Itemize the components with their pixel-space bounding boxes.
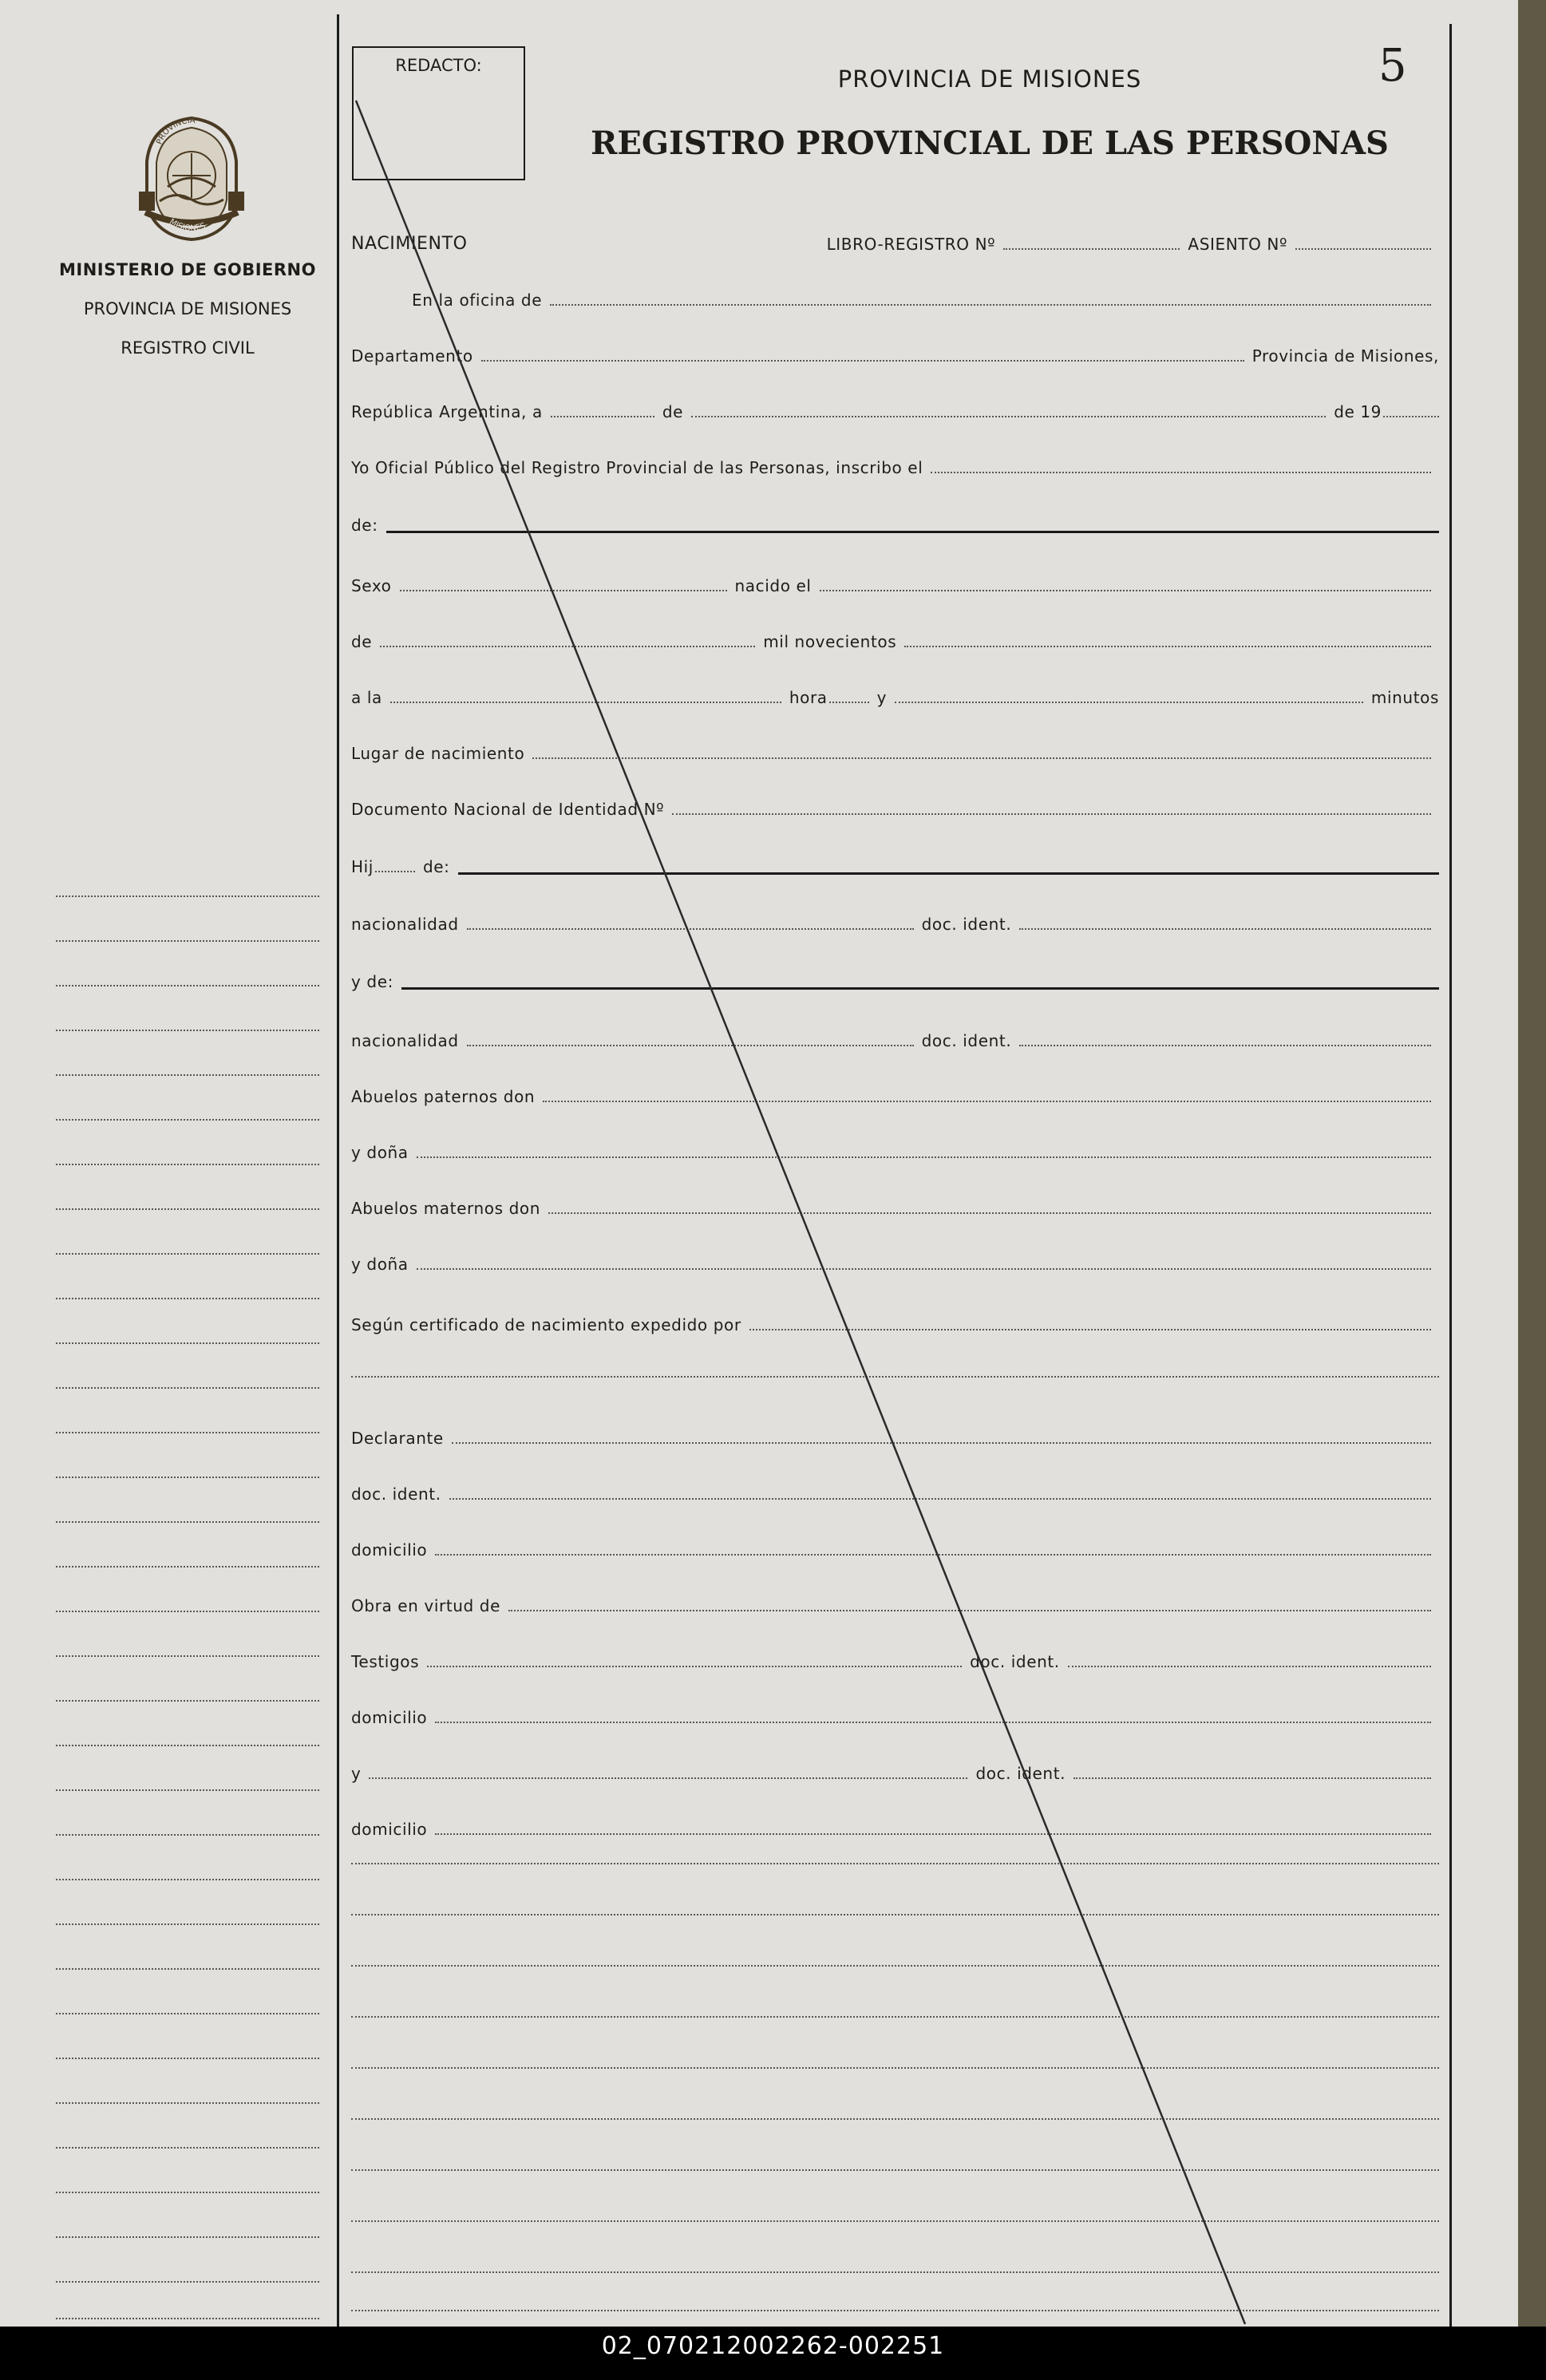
de-mes-label: de	[351, 632, 373, 651]
header-provincia: PROVINCIA DE MISIONES	[837, 65, 1142, 93]
registry-label: REGISTRO CIVIL	[121, 338, 255, 358]
libro-registro-label: LIBRO-REGISTRO Nº	[826, 235, 996, 254]
nacionalidad-label: nacionalidad	[351, 915, 459, 934]
nacimiento-label: NACIMIENTO	[351, 234, 468, 254]
oficina-label: En la oficina de	[412, 291, 543, 310]
certificado-label: Según certificado de nacimiento expedido por	[351, 1315, 741, 1334]
de-nombre-label: de:	[351, 516, 378, 535]
ministry-label: MINISTERIO DE GOBIERNO	[59, 260, 316, 279]
hij-de-label: de:	[422, 857, 450, 876]
obra-label: Obra en virtud de	[351, 1596, 500, 1615]
testigos-label: Testigos	[351, 1652, 420, 1671]
domicilio-label: domicilio	[351, 1708, 428, 1727]
page-number: 5	[1378, 40, 1407, 92]
domicilio-label: domicilio	[351, 1820, 428, 1839]
y-de-label: y de:	[351, 972, 393, 991]
de-19-label: de 19	[1334, 402, 1382, 421]
sexo-label: Sexo	[351, 576, 392, 595]
documento-label: Documento Nacional de Identidad Nº	[351, 800, 665, 819]
asiento-label: ASIENTO Nº	[1188, 235, 1287, 254]
doc-ident-label: doc. ident.	[970, 1652, 1060, 1671]
declarante-label: Declarante	[351, 1429, 444, 1448]
oficial-label: Yo Oficial Público del Registro Provincial de las Personas, inscribo el	[351, 458, 923, 477]
redacto-label: REDACTO:	[395, 56, 482, 75]
svg-text:PROVINCIA: PROVINCIA	[155, 116, 196, 146]
svg-text:MISIONES: MISIONES	[168, 217, 208, 233]
republica-label: República Argentina, a	[351, 402, 543, 421]
nacido-el-label: nacido el	[734, 576, 812, 595]
y-dona-label: y doña	[351, 1143, 409, 1162]
nacionalidad-label: nacionalidad	[351, 1031, 459, 1050]
y-dona-label: y doña	[351, 1255, 409, 1274]
mil-novecientos-label: mil novecientos	[763, 632, 897, 651]
hora-label: hora	[789, 688, 828, 707]
doc-ident-label: doc. ident.	[921, 915, 1012, 934]
declarante-doc-label: doc. ident.	[351, 1485, 441, 1504]
y-label: y	[876, 688, 888, 707]
provincia-misiones-text: Provincia de Misiones,	[1251, 346, 1439, 366]
a-la-label: a la	[351, 688, 382, 707]
doc-ident-label: doc. ident.	[921, 1031, 1012, 1050]
footer-id: 02_070212002262-002251	[601, 2332, 945, 2360]
lugar-label: Lugar de nacimiento	[351, 744, 525, 763]
page-title: REGISTRO PROVINCIAL DE LAS PERSONAS	[591, 125, 1389, 162]
abuelos-maternos-label: Abuelos maternos don	[351, 1199, 540, 1218]
province-label: PROVINCIA DE MISIONES	[83, 299, 292, 318]
departamento-label: Departamento	[351, 346, 473, 366]
hij-label: Hij	[351, 857, 374, 876]
minutos-label: minutos	[1370, 688, 1439, 707]
doc-ident-label: doc. ident.	[975, 1764, 1066, 1783]
abuelos-paternos-label: Abuelos paternos don	[351, 1087, 536, 1106]
de-label: de	[662, 402, 684, 421]
domicilio-label: domicilio	[351, 1540, 428, 1560]
y-testigo-label: y	[351, 1764, 362, 1783]
